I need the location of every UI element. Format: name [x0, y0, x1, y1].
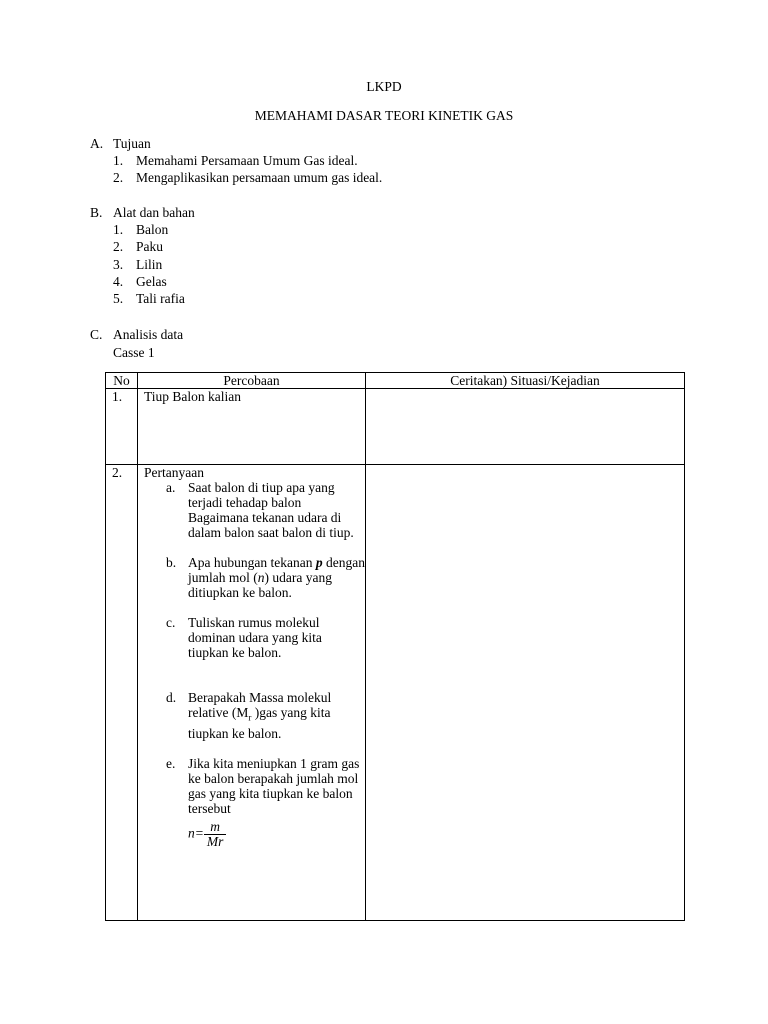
list-item: 5. Tali rafia — [113, 291, 185, 307]
list-item: 4. Gelas — [113, 273, 167, 289]
row2-no: 2. — [106, 465, 138, 921]
list-item: 1. Balon — [113, 222, 169, 237]
row2-percobaan — [138, 465, 366, 921]
document-title: LKPD — [366, 79, 402, 94]
section-c-letter: C. — [90, 327, 103, 342]
row1-percobaan: Tiup Balon kalian — [138, 389, 366, 465]
document-subtitle: MEMAHAMI DASAR TEORI KINETIK GAS — [254, 108, 514, 123]
header-no: No — [106, 373, 138, 389]
section-a-letter: A. — [90, 136, 104, 151]
table-row — [106, 465, 685, 921]
question-b: b. Apa hubungan tekanan p dengan jumlah mol (n) udara yang ditiupkan ke balon. — [166, 555, 365, 600]
row1-no: 1. — [106, 389, 138, 465]
section-b-list — [113, 221, 185, 307]
header-ceritakan: Ceritakan) Situasi/Kejadian — [366, 373, 685, 389]
mol-formula: n= $\frac{m}{Mr}$ — [188, 820, 365, 849]
list-item: 3. Lilin — [113, 256, 163, 272]
section-b-heading: Alat dan bahan — [113, 205, 195, 220]
row1-answer-cell[interactable] — [366, 389, 685, 465]
question-d: d. Berapakah Massa molekul relative ($M_r$ )gas yang kita tiupkan ke balon. — [166, 690, 332, 741]
section-c-heading: Analisis data — [113, 327, 184, 342]
questions-heading: Pertanyaan — [144, 465, 204, 480]
analysis-table — [105, 372, 685, 921]
row2-answer-cell[interactable] — [366, 465, 685, 921]
table-header-row — [106, 373, 685, 389]
question-a: a. Saat balon di tiup apa yang terjadi tehadap balon Bagaimana tekanan udara di dalam balon saat balon di tiup. — [166, 480, 354, 540]
question-c: c. Tuliskan rumus molekul dominan udara yang kita tiupkan ke balon. — [166, 615, 322, 660]
section-a-list — [113, 152, 382, 187]
question-e: e. Jika kita meniupkan 1 gram gas ke balon berapakah jumlah mol gas yang kita tiupkan ke balon tersebut n= $\frac{m}{Mr}$ — [166, 756, 365, 849]
table-row — [106, 389, 685, 465]
questions-list — [144, 480, 365, 849]
case-label: Casse 1 — [113, 345, 155, 360]
list-item: 2. Paku — [113, 239, 163, 255]
header-percobaan: Percobaan — [138, 373, 366, 389]
list-item: 2. Mengaplikasikan persamaan umum gas ideal. — [113, 170, 383, 186]
section-a-heading: Tujuan — [113, 136, 151, 151]
list-item: 1. Memahami Persamaan Umum Gas ideal. — [113, 153, 358, 168]
section-b-letter: B. — [90, 205, 103, 220]
